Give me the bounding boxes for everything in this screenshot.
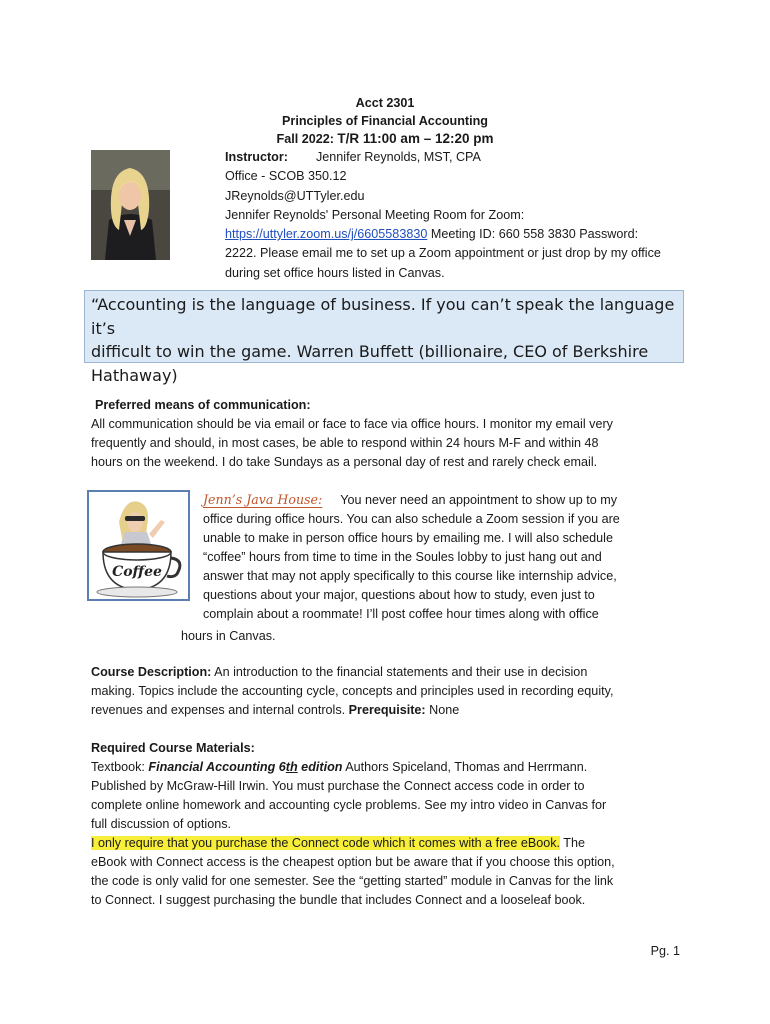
java-last-line: hours in Canvas. bbox=[181, 629, 276, 643]
materials-line-4: eBook with Connect access is the cheapest option but be aware that if you choose this option, bbox=[91, 855, 615, 869]
zoom-meeting: Meeting ID: 660 558 3830 Password: bbox=[427, 227, 639, 242]
term-label: Fall 2022: bbox=[276, 132, 334, 146]
course-name: Principles of Financial Accounting bbox=[282, 114, 488, 128]
instructor-photo bbox=[91, 150, 170, 260]
java-title: Jenn’s Java House: bbox=[203, 492, 323, 507]
description-text-3: revenues and expenses and internal controls. bbox=[91, 703, 349, 717]
communication-line-2: frequently and should, in most cases, be able to respond within 24 hours M-F and within 48 bbox=[91, 436, 599, 450]
communication-section bbox=[91, 396, 691, 472]
instructor-label: Instructor: bbox=[225, 150, 288, 164]
zoom-line-2: 2222. Please email me to set up a Zoom appointment or just drop by my office bbox=[225, 246, 661, 261]
materials-highlight-line bbox=[91, 834, 691, 853]
communication-heading: Preferred means of communication: bbox=[95, 398, 311, 412]
description-label: Course Description: bbox=[91, 665, 212, 679]
materials-line-5: the code is only valid for one semester. See the “getting started” module in Canvas for the link bbox=[91, 874, 614, 888]
instructor-row bbox=[225, 148, 695, 167]
textbook-line bbox=[91, 758, 691, 777]
quote-box bbox=[84, 290, 684, 385]
quote-line-3: Hathaway) bbox=[91, 365, 178, 385]
description-line-1 bbox=[91, 663, 691, 682]
textbook-edition: edition bbox=[297, 760, 343, 774]
quote-line-2: difficult to win the game. Warren Buffett (billionaire, CEO of Berkshire bbox=[91, 342, 649, 361]
prereq-value: None bbox=[425, 703, 460, 717]
java-line-4: answer that may not apply specifically to this course like internship advice, bbox=[203, 569, 617, 583]
highlight-after: The bbox=[560, 836, 586, 850]
prereq-label: Prerequisite: bbox=[348, 703, 426, 717]
java-first-text: You never need an appointment to show up to my bbox=[340, 493, 618, 507]
java-first-line bbox=[203, 490, 683, 510]
textbook-label: Textbook: bbox=[91, 760, 149, 774]
course-description bbox=[91, 663, 691, 720]
instructor-email: JReynolds@UTTyler.edu bbox=[225, 188, 365, 203]
term-schedule: T/R 11:00 am – 12:20 pm bbox=[337, 131, 494, 146]
communication-line-3: hours on the weekend. I do take Sundays as a personal day of rest and rarely check email. bbox=[91, 455, 598, 469]
materials-heading: Required Course Materials: bbox=[91, 741, 255, 755]
textbook-sup: th bbox=[285, 760, 298, 774]
materials-line-3: full discussion of options. bbox=[91, 817, 232, 831]
instructor-info bbox=[225, 148, 695, 283]
java-line-3: “coffee” hours from time to time in the Soules lobby to just hang out and bbox=[203, 550, 602, 564]
course-materials bbox=[91, 739, 691, 910]
java-house-section bbox=[203, 490, 683, 624]
course-code: Acct 2301 bbox=[355, 96, 415, 110]
textbook-authors: Authors Spiceland, Thomas and Herrmann. bbox=[342, 760, 588, 774]
page-number: Pg. 1 bbox=[650, 944, 680, 958]
cup-label: Coffee bbox=[112, 564, 162, 580]
quote-line-1: “Accounting is the language of business. If you can’t speak the language it’s bbox=[91, 295, 675, 338]
java-line-2: unable to make in person office hours by emailing me. I will also schedule bbox=[203, 531, 613, 545]
instructor-name: Jennifer Reynolds, MST, CPA bbox=[315, 150, 481, 164]
description-line-2: making. Topics include the accounting cycle, concepts and principles used in recording equity, bbox=[91, 684, 614, 698]
materials-line-2: complete online homework and accounting cycle problems. See my intro video in Canvas for bbox=[91, 798, 607, 812]
zoom-link[interactable]: https://uttyler.zoom.us/j/6605583830 bbox=[225, 227, 428, 242]
zoom-row bbox=[225, 225, 695, 244]
java-line-6: complain about a roommate! I’ll post coffee hour times along with office bbox=[203, 607, 599, 621]
java-line-1: office during office hours. You can also schedule a Zoom session if you are bbox=[203, 512, 620, 526]
course-term bbox=[200, 130, 570, 148]
materials-line-6: to Connect. I suggest purchasing the bundle that includes Connect and a looseleaf book. bbox=[91, 893, 586, 907]
materials-line-1: Published by McGraw-Hill Irwin. You must purchase the Connect access code in order to bbox=[91, 779, 585, 793]
instructor-office: Office - SCOB 350.12 bbox=[225, 169, 347, 184]
textbook-title: Financial Accounting 6 bbox=[148, 760, 286, 774]
description-line-3 bbox=[91, 701, 691, 720]
communication-line-1: All communication should be via email or face to face via office hours. I monitor my email very bbox=[91, 417, 613, 431]
java-line-5: questions about your major, questions about how to study, even just to bbox=[203, 588, 595, 602]
zoom-title: Jennifer Reynolds' Personal Meeting Room for Zoom: bbox=[225, 207, 525, 222]
course-header bbox=[200, 94, 570, 148]
zoom-line-3: during set office hours listed in Canvas. bbox=[225, 265, 445, 280]
coffee-cup-image bbox=[87, 490, 190, 601]
highlighted-text: I only require that you purchase the Connect code which it comes with a free eBook. bbox=[91, 836, 561, 850]
description-text-1: An introduction to the financial statements and their use in decision bbox=[211, 665, 588, 679]
